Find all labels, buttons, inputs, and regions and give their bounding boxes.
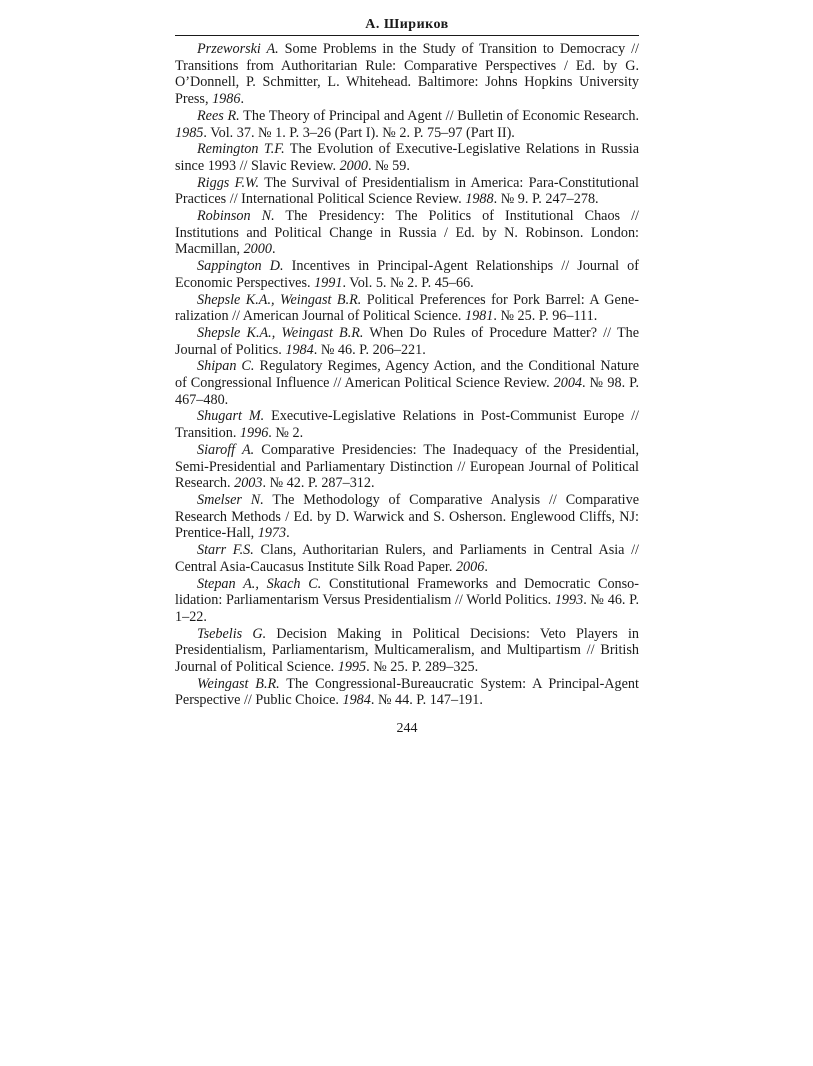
reference-author: Rees R. (197, 107, 240, 124)
reference-author: Robinson N. (197, 208, 275, 225)
reference-entry (175, 676, 639, 709)
reference-author: Riggs F.W. (197, 174, 260, 191)
reference-year: 1985 (175, 124, 204, 141)
reference-text: Some Problems in the Study of Transition to Democracy // Transitions from Authoritarian Rule: Comparative Perspectives / Ed. by G. O’Donnell, P. Schmitter, L. Whitehead. Baltimore: Johns Hopkins University Press, (175, 41, 639, 108)
reference-year: 1984 (285, 341, 314, 358)
reference-year: 1973 (257, 525, 287, 542)
reference-text: Clans, Authoritarian Rulers, and Parliaments in Central Asia // Central Asia-Caucasus Institute Silk Road Paper. (175, 542, 639, 575)
reference-author: Shipan C. (197, 358, 255, 375)
reference-author: Smelser N. (197, 491, 264, 508)
reference-text: Constitutional Frameworks and Democratic Consolidation: Parliamentarism Versus Presidentialism // World Politics. (175, 575, 639, 609)
reference-author: Siaroff A. (197, 441, 255, 458)
reference-author: Sappington D. (197, 258, 284, 275)
reference-year: 1996 (239, 425, 269, 442)
reference-entry (175, 626, 639, 676)
reference-entry (175, 576, 639, 626)
reference-tail: . № 25. P. 289–325. (366, 659, 479, 676)
reference-year: 2003 (234, 475, 263, 492)
reference-entry (175, 408, 639, 441)
reference-text: The Evolution of Executive-Legislative Relations in Russia since 1993 // Slavic Review. (175, 141, 639, 174)
reference-author: Shugart M. (197, 408, 265, 425)
reference-author: Starr F.S. (197, 542, 254, 559)
reference-text: The Survival of Presidentialism in America: Para-Constitutional Practices // International Political Science Review. (175, 174, 640, 208)
reference-entry (175, 208, 639, 258)
reference-entry (175, 141, 639, 174)
reference-entry (175, 542, 639, 575)
reference-text: The Methodology of Comparative Analysis // Comparative Research Methods / Ed. by D. Warwick and S. Osherson. Englewood Cliffs, NJ: Prentice-Hall, (175, 491, 639, 542)
reference-tail: . № 98. P. 467–480. (175, 375, 639, 408)
reference-tail: . (240, 91, 244, 108)
reference-author: Stepan A., Skach C. (197, 575, 322, 592)
reference-entry (175, 108, 639, 141)
reference-tail: . № 9. P. 247–278. (493, 191, 599, 208)
reference-tail: . (271, 241, 276, 258)
reference-tail: . (484, 558, 488, 575)
reference-entry (175, 175, 639, 208)
reference-text: Regulatory Regimes, Agency Action, and the Conditional Nature of Congressional Influence // American Political Science Review. (175, 358, 639, 392)
reference-text: When Do Rules of Procedure Matter? // The Journal of Politics. (175, 324, 639, 358)
reference-year: 2006 (455, 558, 485, 575)
reference-year: 1984 (342, 692, 371, 709)
reference-text: Decision Making in Political Decisions: Veto Players in Presidentialism, Parliamentarism, Multicameralism, and Multipartism // British Journal of Political Science. (175, 625, 639, 676)
reference-text: Comparative Presidencies: The Inadequacy of the Presidential, Semi-Presidential and Parliamentary Distinction // European Journal of Political Research. (175, 441, 640, 492)
reference-year: 2000 (339, 157, 368, 174)
reference-text: Executive-Legislative Relations in Post-Communist Europe // Transition. (175, 408, 639, 442)
reference-tail: . Vol. 37. № 1. P. 3–26 (Part I). № 2. P. 75–97 (Part II). (203, 124, 515, 141)
reference-tail: . № 42. P. 287–312. (262, 475, 375, 492)
reference-tail: . Vol. 5. № 2. P. 45–66. (342, 274, 474, 291)
reference-entry (175, 325, 639, 358)
reference-year: 2000 (243, 241, 272, 258)
reference-text: Incentives in Principal-Agent Relationships // Journal of Economic Perspectives. (175, 258, 639, 291)
reference-tail: . № 44. P. 147–191. (370, 692, 483, 709)
reference-tail: . № 25. P. 96–111. (493, 308, 598, 325)
reference-entry (175, 292, 639, 325)
running-head: А. Шириков (175, 14, 639, 36)
reference-year: 1991 (314, 274, 343, 291)
reference-year: 2004 (553, 375, 583, 392)
reference-year: 1981 (464, 308, 494, 325)
reference-tail: . № 46. P. 1–22. (175, 592, 639, 625)
reference-text: Political Preferences for Pork Barrel: A Generalization // American Journal of Political Science. (175, 291, 639, 325)
reference-author: Shepsle K.A., Weingast B.R. (197, 324, 364, 341)
reference-tail: . № 2. (268, 425, 304, 442)
reference-year: 1986 (212, 91, 241, 108)
reference-tail: . № 59. (367, 157, 410, 174)
reference-entry (175, 492, 639, 542)
reference-author: Przeworski A. (197, 41, 279, 57)
reference-list (175, 41, 639, 709)
reference-entry (175, 358, 639, 408)
reference-year: 1993 (554, 592, 584, 609)
book-page (175, 14, 639, 737)
reference-year: 1988 (465, 191, 494, 208)
reference-text: The Theory of Principal and Agent // Bulletin of Economic Research. (239, 107, 639, 124)
reference-entry (175, 41, 639, 108)
reference-author: Shepsle K.A., Weingast B.R. (197, 291, 362, 308)
reference-entry (175, 442, 639, 492)
reference-author: Tsebelis G. (197, 625, 267, 642)
reference-author: Weingast B.R. (197, 675, 280, 692)
reference-text: The Congressional-Bureaucratic System: A Principal-Agent Perspective // Public Choice. (175, 675, 639, 709)
page-number: 244 (396, 721, 418, 737)
reference-text: The Presidency: The Politics of Institutional Chaos // Institutions and Political Change in Russia / Ed. by N. Robinson. London: Macmillan, (175, 208, 639, 258)
reference-tail: . (286, 525, 290, 542)
reference-entry (175, 258, 639, 291)
reference-tail: . № 46. P. 206–221. (313, 341, 426, 358)
reference-year: 1995 (337, 659, 367, 676)
reference-author: Remington T.F. (197, 141, 285, 158)
